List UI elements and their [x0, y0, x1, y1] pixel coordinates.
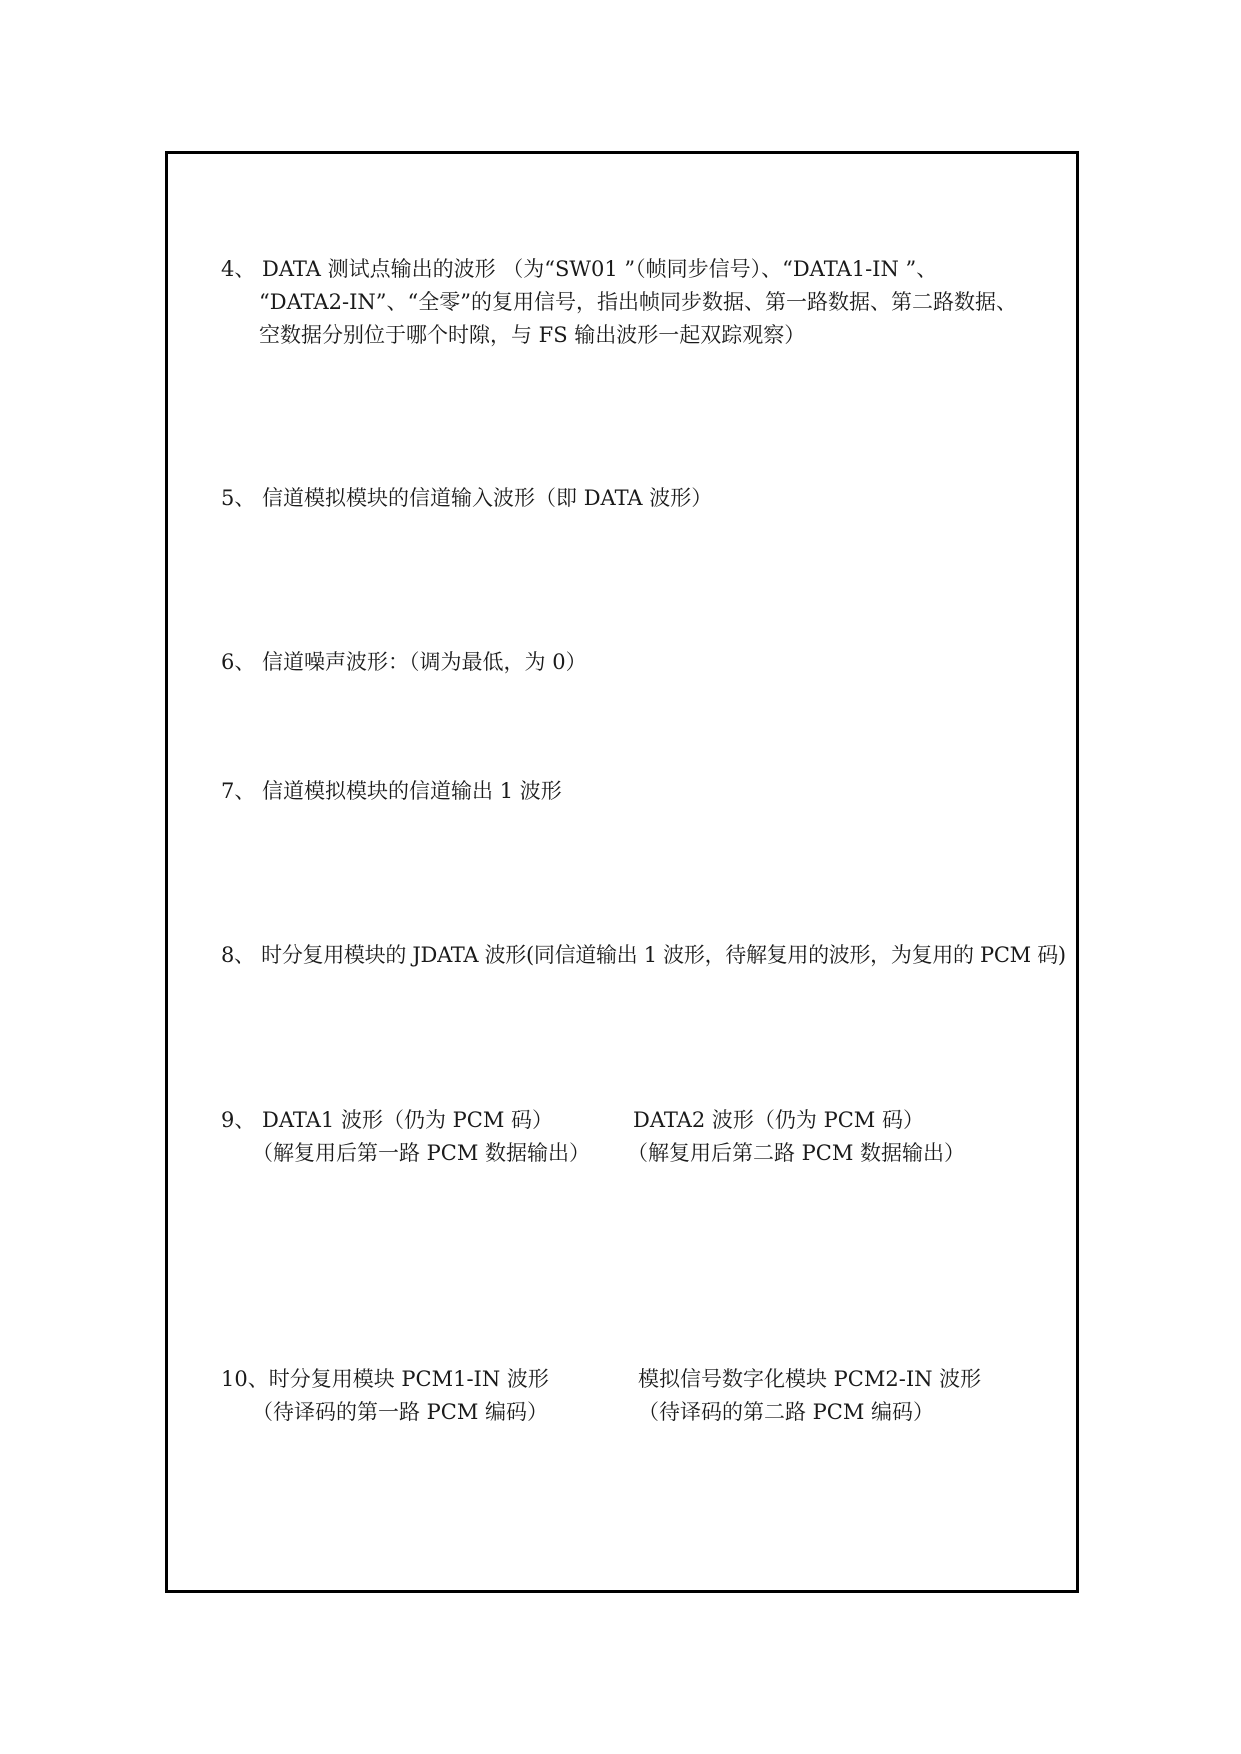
- question-9-left-line-1: 9、 DATA1 波形（仍为 PCM 码）: [221, 1108, 554, 1132]
- question-5: 5、 信道模拟模块的信道输入波形（即 DATA 波形）: [221, 486, 713, 510]
- question-8: 8、 时分复用模块的 JDATA 波形(同信道输出 1 波形，待解复用的波形，为复用的 PCM 码): [221, 943, 1066, 967]
- question-4-line-1: 4、 DATA 测试点输出的波形 （为“SW01 ”（帧同步信号）、“DATA1-IN ”、: [221, 257, 938, 281]
- question-10-left-line-2: （待译码的第一路 PCM 编码）: [252, 1400, 549, 1424]
- question-10-right-line-2: （待译码的第二路 PCM 编码）: [638, 1400, 935, 1424]
- question-4-line-3: 空数据分别位于哪个时隙，与 FS 输出波形一起双踪观察）: [259, 323, 806, 347]
- question-9-left-line-2: （解复用后第一路 PCM 数据输出）: [252, 1141, 591, 1165]
- question-4-line-2: “DATA2-IN”、“全零”的复用信号，指出帧同步数据、第一路数据、第二路数据、: [259, 290, 1017, 314]
- question-9-right-line-2: （解复用后第二路 PCM 数据输出）: [627, 1141, 966, 1165]
- question-7: 7、 信道模拟模块的信道输出 1 波形: [221, 779, 562, 803]
- question-10-right-line-1: 模拟信号数字化模块 PCM2-IN 波形: [638, 1367, 982, 1391]
- question-6: 6、 信道噪声波形：（调为最低，为 0）: [221, 650, 587, 674]
- question-10-left-line-1: 10、时分复用模块 PCM1-IN 波形: [221, 1367, 549, 1391]
- question-9-right-line-1: DATA2 波形（仍为 PCM 码）: [633, 1108, 924, 1132]
